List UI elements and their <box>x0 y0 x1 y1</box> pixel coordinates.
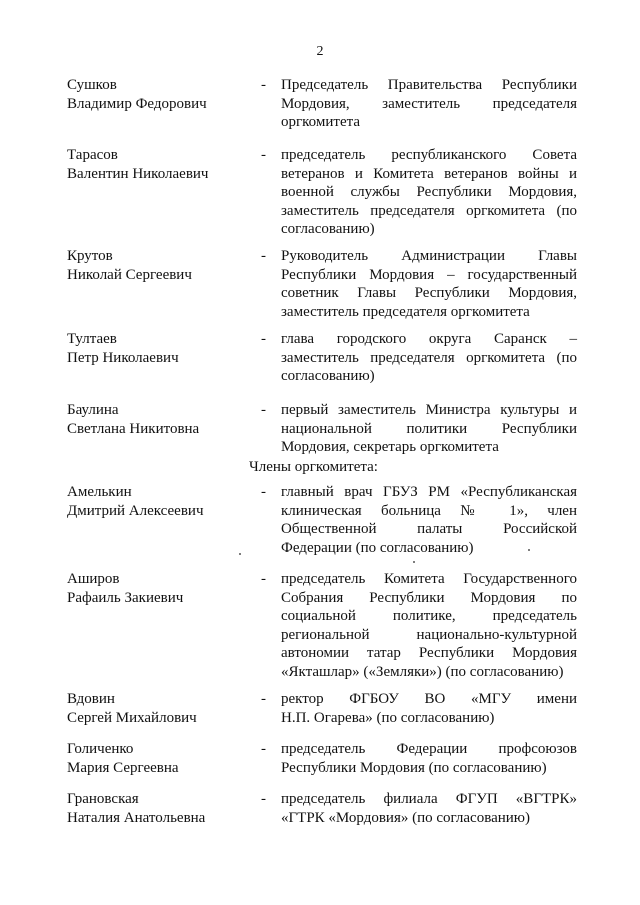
member-role <box>281 790 577 827</box>
member-name <box>67 76 247 113</box>
member-name <box>67 247 247 284</box>
member-role <box>281 401 577 457</box>
member-given-name: Владимир Федорович <box>67 95 207 112</box>
role-line: «Якташлар» («Земляки») (по согласованию) <box>281 663 564 680</box>
section-title: Члены оргкомитета: <box>249 459 378 475</box>
member-surname: Баулина <box>67 402 119 418</box>
role-line: первый заместитель Министра культуры и <box>281 402 577 418</box>
member-role <box>281 570 577 681</box>
role-line: Председатель Правительства Республики <box>281 77 577 93</box>
member-surname: Голиченко <box>67 741 134 757</box>
member-surname: Грановская <box>67 791 139 807</box>
member-given-name: Петр Николаевич <box>67 349 179 366</box>
dash-separator: - <box>261 484 266 500</box>
member-role <box>281 483 577 557</box>
role-line: Руководитель Администрации Главы <box>281 248 577 264</box>
role-line: Собрания Республики Мордовия по <box>281 589 577 606</box>
member-given-name: Валентин Николаевич <box>67 165 209 182</box>
role-line: клиническая больница № 1», член <box>281 502 577 519</box>
member-given-name: Мария Сергеевна <box>67 759 179 776</box>
role-line: Мордовия, заместитель председателя <box>281 95 577 112</box>
member-role <box>281 247 577 321</box>
member-name <box>67 330 247 367</box>
member-name <box>67 690 247 727</box>
role-line: Общественной палаты Российской <box>281 521 577 537</box>
scan-speck <box>528 549 530 551</box>
member-surname: Амелькин <box>67 484 132 500</box>
role-line: председатель республиканского Совета <box>281 147 577 163</box>
dash-separator: - <box>261 331 266 347</box>
member-given-name: Дмитрий Алексеевич <box>67 502 204 519</box>
member-name <box>67 790 247 827</box>
member-role <box>281 330 577 386</box>
dash-separator: - <box>261 791 266 807</box>
member-surname: Вдовин <box>67 691 115 707</box>
role-line: председатель филиала ФГУП «ВГТРК» <box>281 791 577 807</box>
role-line: согласованию) <box>281 221 375 237</box>
member-given-name: Светлана Никитовна <box>67 420 200 437</box>
role-line: ректор ФГБОУ ВО «МГУ имени <box>281 691 577 707</box>
role-line: Федерации (по согласованию) <box>281 539 474 556</box>
dash-separator: - <box>261 571 266 587</box>
dash-separator: - <box>261 402 266 418</box>
member-name <box>67 740 247 777</box>
role-line: советник Главы Республики Мордовия, <box>281 285 577 301</box>
member-role <box>281 690 577 727</box>
member-surname: Тарасов <box>67 147 118 163</box>
role-line: автономии татар Республики Мордовия <box>281 645 577 661</box>
member-surname: Сушков <box>67 77 117 93</box>
member-surname: Аширов <box>67 571 120 587</box>
member-role <box>281 76 577 132</box>
role-line: председатель Комитета Государственного <box>281 571 577 587</box>
member-name <box>67 570 247 607</box>
role-line: заместитель председателя оргкомитета (по <box>281 349 577 366</box>
role-line: главный врач ГБУЗ РМ «Республиканская <box>281 484 577 500</box>
role-line: Н.П. Огарева» (по согласованию) <box>281 709 495 726</box>
dash-separator: - <box>261 77 266 93</box>
role-line: заместитель председателя оргкомитета (по <box>281 202 577 219</box>
member-given-name: Рафаиль Закиевич <box>67 589 184 606</box>
role-line: оргкомитета <box>281 114 361 130</box>
dash-separator: - <box>261 147 266 163</box>
role-line: военной службы Республики Мордовия, <box>281 184 577 200</box>
role-line: председатель Федерации профсоюзов <box>281 741 577 757</box>
member-name <box>67 401 247 438</box>
role-line: ветеранов и Комитета ветеранов войны и <box>281 165 577 182</box>
role-line: Мордовия, секретарь оргкомитета <box>281 439 499 455</box>
member-given-name: Николай Сергеевич <box>67 266 192 283</box>
dash-separator: - <box>261 741 266 757</box>
role-line: социальной политике, председатель <box>281 608 577 624</box>
member-surname: Тултаев <box>67 331 117 347</box>
member-role <box>281 146 577 239</box>
scan-speck <box>239 553 241 555</box>
dash-separator: - <box>261 248 266 264</box>
role-line: региональной национально-культурной <box>281 626 577 643</box>
member-name <box>67 483 247 520</box>
dash-separator: - <box>261 691 266 707</box>
role-line: заместитель председателя оргкомитета <box>281 303 530 320</box>
member-name <box>67 146 247 183</box>
role-line: национальной политики Республики <box>281 420 577 437</box>
page-number: 2 <box>316 44 324 59</box>
role-line: «ГТРК «Мордовия» (по согласованию) <box>281 809 531 826</box>
role-line: Республики Мордовия (по согласованию) <box>281 759 547 776</box>
member-role <box>281 740 577 777</box>
member-given-name: Наталия Анатольевна <box>67 809 206 826</box>
member-surname: Крутов <box>67 248 113 264</box>
role-line: глава городского округа Саранск – <box>281 331 577 347</box>
role-line: Республики Мордовия – государственный <box>281 266 577 283</box>
scan-speck <box>413 561 415 563</box>
member-given-name: Сергей Михайлович <box>67 709 197 726</box>
role-line: согласованию) <box>281 368 375 384</box>
